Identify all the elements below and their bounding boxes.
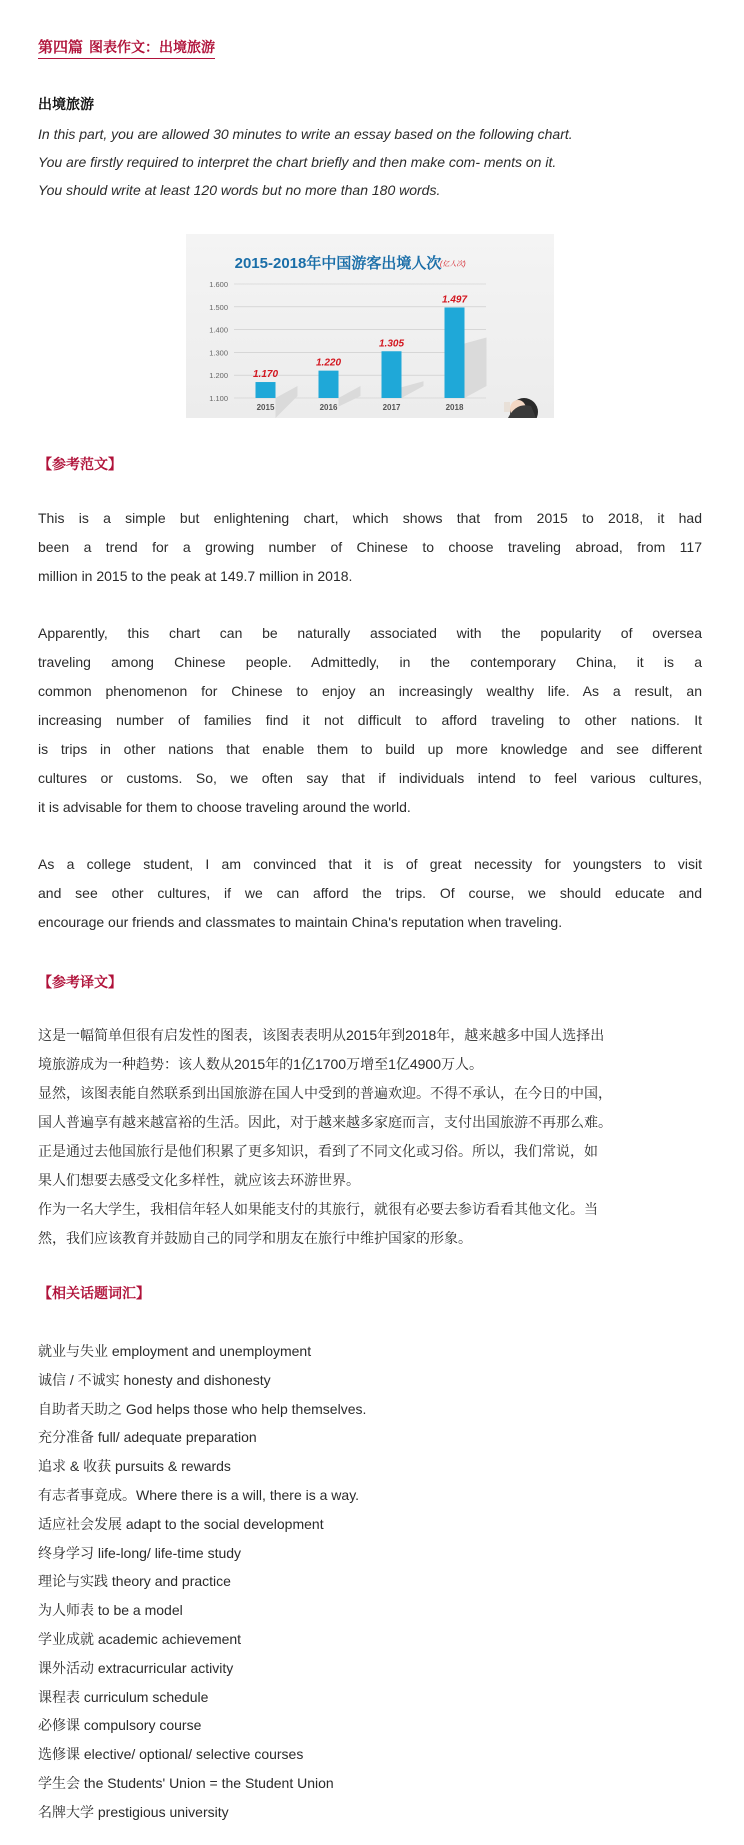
chapter-label: 第四篇 (38, 39, 84, 56)
bar-value-label: 1.305 (378, 338, 405, 350)
prompt-line: In this part, you are allowed 30 minutes to write an essay based on the following chart. (38, 126, 573, 142)
bar-shadow (339, 386, 361, 407)
essay-line: is trips in other nations that enable them to build up more knowledge and see different (38, 741, 702, 757)
vocabulary-item: 充分准备 full/ adequate preparation (38, 1429, 257, 1446)
sample-essay-heading: 【参考范文】 (38, 456, 122, 472)
chart-bars (256, 307, 487, 418)
vocabulary-list (38, 1337, 708, 1827)
essay-line: This is a simple but enlightening chart, which shows that from 2015 to 2018, it had (38, 510, 702, 526)
vocabulary-item: 有志者事竟成。Where there is a will, there is a way. (38, 1486, 360, 1503)
topic-label: 图表作文：出境旅游 (89, 39, 216, 55)
prompt-instructions (38, 120, 702, 204)
essay-paragraph-1 (38, 504, 702, 591)
bar-2016 (319, 371, 339, 398)
vocabulary-item: 诚信 / 不诚实 honesty and dishonesty (38, 1371, 271, 1388)
bar-2017 (382, 351, 402, 398)
vocabulary-item: 终身学习 life-long/ life-time study (38, 1544, 242, 1561)
y-tick-label: 1.600 (209, 280, 228, 289)
essay-line: it is advisable for them to choose traveling around the world. (38, 799, 411, 815)
chart-title: 2015-2018年中国游客出境人次 (234, 255, 442, 272)
translation-text (38, 1021, 708, 1253)
essay-paragraph-2 (38, 619, 702, 822)
x-tick-label: 2018 (445, 403, 464, 412)
vocabulary-item: 必修课 compulsory course (38, 1717, 202, 1734)
translation-line: 国人普遍享有越来越富裕的生活。因此，对于越来越多家庭而言，支付出国旅游不再那么难。 (38, 1114, 612, 1130)
y-tick-label: 1.400 (209, 325, 228, 335)
essay-line: been a trend for a growing number of Chinese to choose traveling abroad, from 117 (38, 539, 702, 555)
vocabulary-item: 理论与实践 theory and practice (38, 1573, 231, 1590)
vocabulary-item: 选修课 elective/ optional/ selective courses (38, 1746, 304, 1763)
x-tick-label: 2017 (382, 403, 401, 412)
vocabulary-item: 适应社会发展 adapt to the social development (38, 1515, 324, 1532)
chart-image (186, 234, 554, 418)
bar-shadow (465, 337, 487, 398)
essay-line: cultures or customs. So, we often say that if individuals intend to feel various cultures, (38, 770, 702, 786)
vocabulary-item: 名牌大学 prestigious university (38, 1803, 229, 1820)
prompt-line: You should write at least 120 words but no more than 180 words. (38, 182, 441, 198)
y-tick-label: 1.100 (209, 394, 228, 403)
person-illustration (504, 398, 538, 418)
translation-heading: 【参考译文】 (38, 974, 122, 990)
bar-2018 (445, 307, 465, 398)
vocabulary-heading: 【相关话题词汇】 (38, 1285, 150, 1301)
essay-line: million in 2015 to the peak at 149.7 million in 2018. (38, 568, 353, 584)
translation-line: 显然，该图表能自然联系到出国旅游在国人中受到的普遍欢迎。不得不承认，在今日的中国， (38, 1085, 612, 1101)
vocabulary-item: 就业与失业 employment and unemployment (38, 1343, 312, 1359)
essay-line: and see other cultures, if we can afford the trips. Of course, we should educate and (38, 885, 702, 901)
bar-value-label: 1.497 (441, 294, 468, 306)
x-tick-label: 2016 (319, 403, 338, 412)
essay-paragraph-3 (38, 850, 702, 937)
bar-chart (186, 234, 554, 418)
chart-unit-label: (亿人次) (440, 261, 466, 268)
x-tick-label: 2015 (256, 403, 275, 412)
prompt-heading: 出境旅游 (38, 96, 94, 112)
vocabulary-item: 追求 & 收获 pursuits & rewards (38, 1458, 231, 1475)
bar-value-label: 1.170 (252, 369, 279, 381)
y-tick-label: 1.300 (209, 348, 228, 358)
bar-2015 (256, 382, 276, 398)
essay-line: As a college student, I am convinced that it is of great necessity for youngsters to visit (38, 856, 702, 872)
vocabulary-item: 课外活动 extracurricular activity (38, 1659, 234, 1676)
prompt-line: You are firstly required to interpret the chart briefly and then make com- ments on it. (38, 154, 557, 170)
bar-shadow (402, 381, 424, 398)
vocabulary-item: 自助者天助之 God helps those who help themselves. (38, 1400, 367, 1417)
essay-line: traveling among Chinese people. Admittedly, in the contemporary China, it is a (38, 654, 702, 670)
essay-line: increasing number of families find it not difficult to afford traveling to other nations. It (38, 712, 702, 728)
y-tick-label: 1.500 (209, 302, 228, 312)
bar-value-label: 1.220 (315, 357, 342, 369)
chart-value-labels (253, 294, 467, 380)
translation-line: 作为一名大学生，我相信年轻人如果能支付的其旅行，就很有必要去参访看看其他文化。当 (38, 1201, 598, 1217)
bar-shadow (276, 386, 298, 418)
chart-y-axis (209, 280, 228, 403)
y-tick-label: 1.200 (209, 371, 228, 381)
article-title (38, 36, 215, 59)
essay-line: encourage our friends and classmates to maintain China's reputation when traveling. (38, 914, 563, 930)
essay-line: Apparently, this chart can be naturally associated with the popularity of oversea (38, 625, 702, 641)
translation-line: 正是通过去他国旅行是他们积累了更多知识，看到了不同文化或习俗。所以，我们常说，如 (38, 1143, 598, 1159)
vocabulary-item: 学业成就 academic achievement (38, 1630, 242, 1647)
translation-line: 这是一幅简单但很有启发性的图表，该图表表明从2015年到2018年，越来越多中国人选择出 (38, 1027, 605, 1043)
vocabulary-item: 课程表 curriculum schedule (38, 1688, 209, 1705)
vocabulary-item: 为人师表 to be a model (38, 1602, 183, 1619)
translation-line: 然，我们应该教育并鼓励自己的同学和朋友在旅行中维护国家的形象。 (38, 1230, 472, 1246)
translation-line: 境旅游成为一种趋势：该人数从2015年的1亿1700万增至1亿4900万人。 (38, 1056, 484, 1072)
translation-line: 果人们想要去感受文化多样性，就应该去环游世界。 (38, 1172, 360, 1188)
essay-line: common phenomenon for Chinese to enjoy an increasingly wealthy life. As a result, an (38, 683, 702, 699)
vocabulary-item: 学生会 the Students' Union = the Student Union (38, 1774, 334, 1791)
